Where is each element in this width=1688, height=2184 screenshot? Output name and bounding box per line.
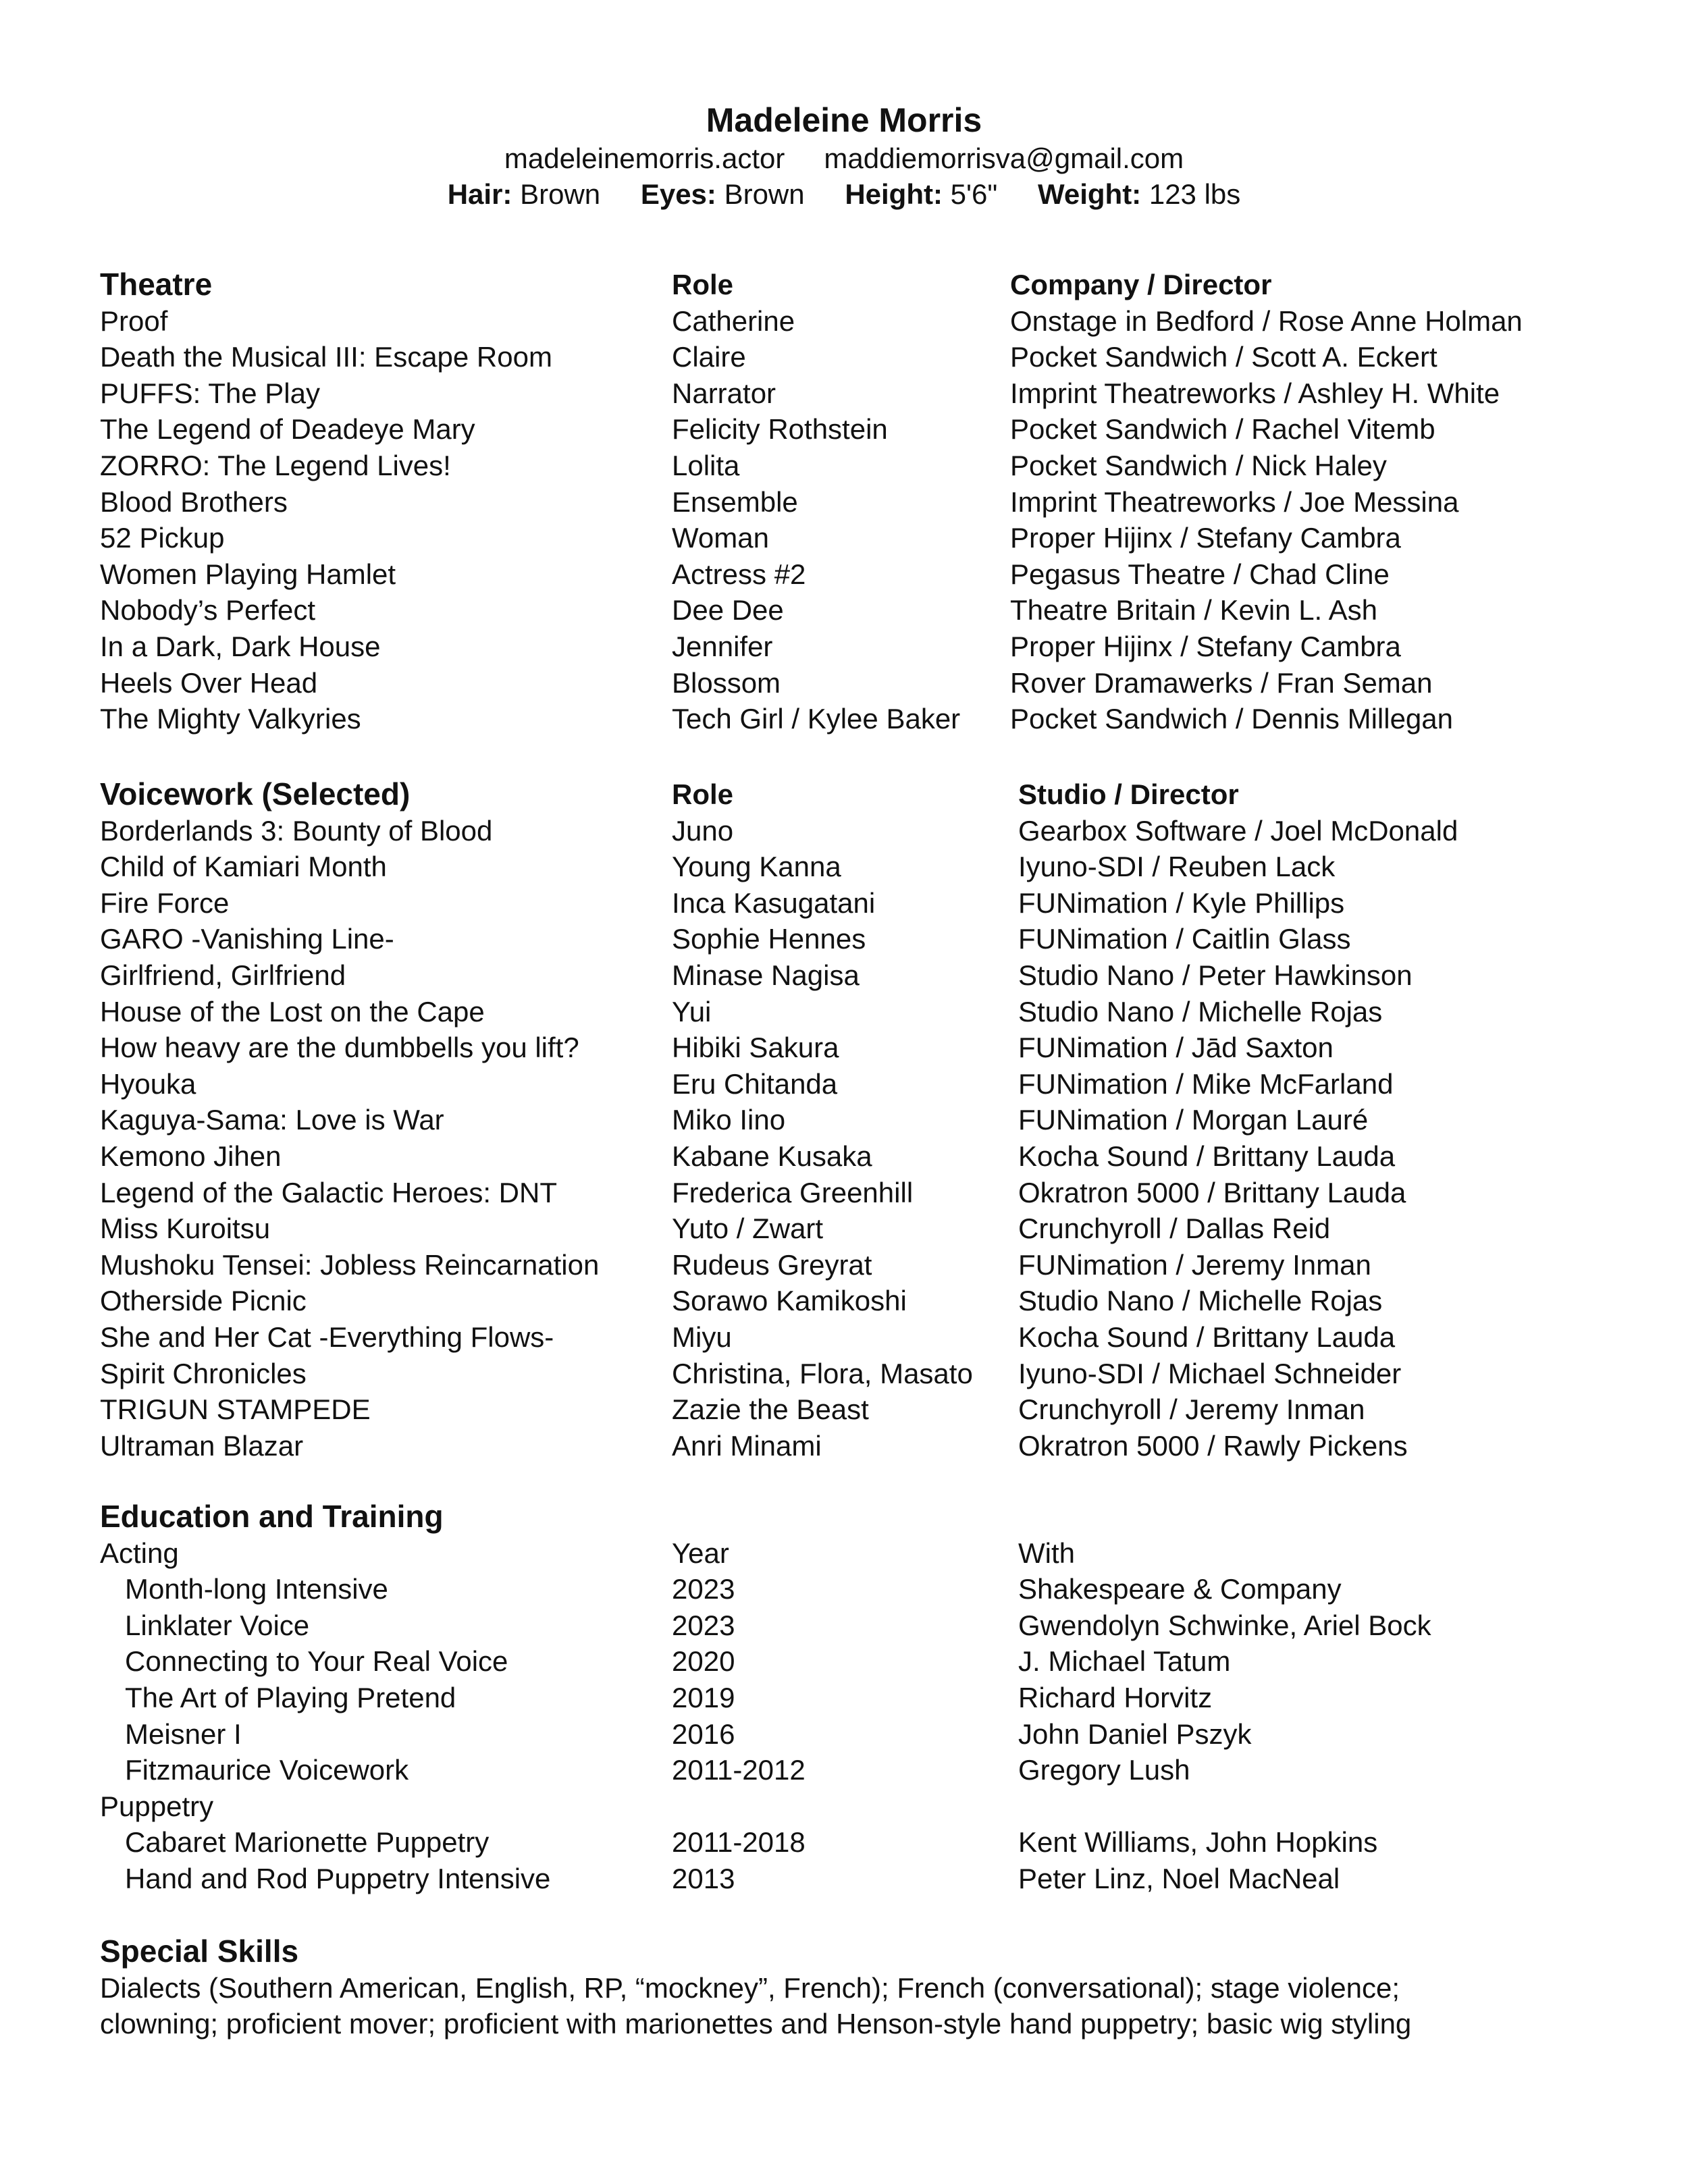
voicework-section xyxy=(0,776,1688,1464)
title-cell: Kemono Jihen xyxy=(100,1140,282,1172)
training-row xyxy=(0,1680,1688,1716)
voice-credit-row xyxy=(0,1138,1688,1175)
credit-cell: FUNimation / Mike McFarland xyxy=(1018,1067,1394,1100)
credit-cell: Pocket Sandwich / Rachel Vitemb xyxy=(1010,413,1435,446)
section-header-row xyxy=(0,267,1688,303)
column-header: Company / Director xyxy=(1010,269,1272,300)
voice-credit-row xyxy=(0,1102,1688,1138)
voice-credit-row xyxy=(0,921,1688,957)
column-header: With xyxy=(1018,1537,1075,1569)
theatre-credit-row xyxy=(0,484,1688,521)
role-cell: Catherine xyxy=(672,304,795,337)
credit-cell: Imprint Theatreworks / Joe Messina xyxy=(1010,485,1459,518)
title-cell: Otherside Picnic xyxy=(100,1285,307,1317)
stat-eyes xyxy=(641,178,805,210)
role-cell: Minase Nagisa xyxy=(672,959,860,991)
credit-cell: Gearbox Software / Joel McDonald xyxy=(1018,814,1458,847)
with-cell: Shakespeare & Company xyxy=(1018,1573,1342,1605)
with-cell: Peter Linz, Noel MacNeal xyxy=(1018,1862,1340,1894)
credit-cell: Okratron 5000 / Rawly Pickens xyxy=(1018,1429,1408,1462)
with-cell: Gwendolyn Schwinke, Ariel Bock xyxy=(1018,1609,1431,1641)
voice-credit-row xyxy=(0,813,1688,849)
course-cell: Meisner I xyxy=(125,1717,242,1750)
voice-credit-row xyxy=(0,1210,1688,1247)
theatre-credit-row xyxy=(0,339,1688,375)
role-cell: Tech Girl / Kylee Baker xyxy=(672,703,961,735)
course-cell: Cabaret Marionette Puppetry xyxy=(125,1826,490,1859)
subsection-title: Acting xyxy=(100,1537,179,1569)
section-title: Education and Training xyxy=(100,1499,444,1534)
credit-cell: FUNimation / Jeremy Inman xyxy=(1018,1248,1371,1281)
voice-credit-row xyxy=(0,849,1688,885)
subsection-header-row xyxy=(0,1788,1688,1825)
theatre-credit-row xyxy=(0,665,1688,701)
role-cell: Anri Minami xyxy=(672,1429,822,1462)
course-cell: Hand and Rod Puppetry Intensive xyxy=(125,1862,551,1894)
subsection-title: Puppetry xyxy=(100,1790,214,1822)
course-cell: Linklater Voice xyxy=(125,1609,310,1641)
stat-value: Brown xyxy=(724,178,805,210)
stat-label: Weight: xyxy=(1037,178,1142,210)
title-cell: Girlfriend, Girlfriend xyxy=(100,959,346,991)
training-list xyxy=(0,1824,1688,1896)
role-cell: Eru Chitanda xyxy=(672,1067,838,1100)
stat-hair xyxy=(448,178,600,210)
voice-credit-row xyxy=(0,1356,1688,1392)
course-cell: The Art of Playing Pretend xyxy=(125,1681,456,1713)
theatre-credit-row xyxy=(0,701,1688,737)
skills-text-line: clowning; proficient mover; proficient with marionettes and Henson-style hand puppetry; basic wig styling xyxy=(100,2008,1412,2040)
column-header: Role xyxy=(672,778,734,810)
voice-credit-row xyxy=(0,957,1688,994)
title-cell: The Mighty Valkyries xyxy=(100,703,361,735)
credit-cell: FUNimation / Jād Saxton xyxy=(1018,1032,1334,1064)
title-cell: Mushoku Tensei: Jobless Reincarnation xyxy=(100,1248,600,1281)
role-cell: Ensemble xyxy=(672,485,798,518)
title-cell: Hyouka xyxy=(100,1067,196,1100)
with-cell: Gregory Lush xyxy=(1018,1754,1190,1786)
theatre-section xyxy=(0,267,1688,737)
voice-credit-row xyxy=(0,1066,1688,1102)
with-cell: Richard Horvitz xyxy=(1018,1681,1213,1713)
credit-cell: Crunchyroll / Dallas Reid xyxy=(1018,1213,1331,1245)
title-cell: Ultraman Blazar xyxy=(100,1429,304,1462)
column-header: Role xyxy=(672,269,734,300)
theatre-credit-row xyxy=(0,303,1688,340)
course-cell: Fitzmaurice Voicework xyxy=(125,1754,409,1786)
theatre-credit-row xyxy=(0,592,1688,629)
credit-cell: Okratron 5000 / Brittany Lauda xyxy=(1018,1176,1406,1208)
year-cell: 2019 xyxy=(672,1681,735,1713)
year-cell: 2023 xyxy=(672,1609,735,1641)
website-link[interactable]: madeleinemorris.actor xyxy=(504,142,785,174)
section-title: Voicework (Selected) xyxy=(100,776,411,811)
theatre-credit-row xyxy=(0,556,1688,593)
theatre-credit-row xyxy=(0,411,1688,448)
voice-credit-row xyxy=(0,1319,1688,1356)
actor-name: Madeleine Morris xyxy=(706,101,982,139)
title-cell: Miss Kuroitsu xyxy=(100,1213,271,1245)
title-cell: Child of Kamiari Month xyxy=(100,851,387,883)
title-cell: In a Dark, Dark House xyxy=(100,630,381,662)
title-cell: Legend of the Galactic Heroes: DNT xyxy=(100,1176,558,1208)
training-row xyxy=(0,1607,1688,1644)
title-cell: GARO -Vanishing Line- xyxy=(100,923,394,955)
contact-line xyxy=(0,140,1688,176)
credit-cell: Iyuno-SDI / Reuben Lack xyxy=(1018,851,1336,883)
with-cell: Kent Williams, John Hopkins xyxy=(1018,1826,1378,1859)
title-cell: House of the Lost on the Cape xyxy=(100,995,485,1028)
theatre-credit-row xyxy=(0,629,1688,665)
section-title: Theatre xyxy=(100,267,213,302)
stat-label: Eyes: xyxy=(640,178,716,210)
email-link[interactable]: maddiemorrisva@gmail.com xyxy=(824,142,1184,174)
credit-cell: Pocket Sandwich / Scott A. Eckert xyxy=(1010,341,1438,373)
role-cell: Yui xyxy=(672,995,712,1028)
credit-cell: Proper Hijinx / Stefany Cambra xyxy=(1010,522,1401,554)
credit-cell: Theatre Britain / Kevin L. Ash xyxy=(1010,594,1377,627)
voice-credit-row xyxy=(0,1391,1688,1428)
role-cell: Rudeus Greyrat xyxy=(672,1248,872,1281)
credit-cell: Kocha Sound / Brittany Lauda xyxy=(1018,1321,1396,1353)
title-cell: Spirit Chronicles xyxy=(100,1357,307,1389)
voice-credit-row xyxy=(0,1283,1688,1319)
role-cell: Young Kanna xyxy=(672,851,841,883)
credits-list xyxy=(0,813,1688,1464)
stat-height xyxy=(845,178,997,210)
stat-label: Hair: xyxy=(447,178,512,210)
theatre-credit-row xyxy=(0,448,1688,484)
credit-cell: Pocket Sandwich / Dennis Millegan xyxy=(1010,703,1454,735)
education-section xyxy=(0,1499,1688,1897)
column-header: Studio / Director xyxy=(1018,778,1239,810)
course-cell: Connecting to Your Real Voice xyxy=(125,1645,508,1678)
role-cell: Christina, Flora, Masato xyxy=(672,1357,973,1389)
subsection-header-row xyxy=(0,1535,1688,1572)
credit-cell: Crunchyroll / Jeremy Inman xyxy=(1018,1393,1365,1426)
physical-stats xyxy=(0,176,1688,212)
title-cell: Heels Over Head xyxy=(100,666,318,699)
title-cell: 52 Pickup xyxy=(100,522,225,554)
role-cell: Zazie the Beast xyxy=(672,1393,869,1426)
with-cell: J. Michael Tatum xyxy=(1018,1645,1231,1678)
credit-cell: FUNimation / Kyle Phillips xyxy=(1018,886,1345,919)
training-row xyxy=(0,1571,1688,1607)
stat-weight xyxy=(1038,178,1240,210)
voice-credit-row xyxy=(0,994,1688,1030)
role-cell: Inca Kasugatani xyxy=(672,886,876,919)
role-cell: Dee Dee xyxy=(672,594,784,627)
year-cell: 2011-2018 xyxy=(672,1826,806,1859)
stat-value: 123 lbs xyxy=(1149,178,1241,210)
credit-cell: Studio Nano / Peter Hawkinson xyxy=(1018,959,1413,991)
credit-cell: Studio Nano / Michelle Rojas xyxy=(1018,995,1383,1028)
title-cell: Nobody’s Perfect xyxy=(100,594,316,627)
training-row xyxy=(0,1824,1688,1861)
role-cell: Juno xyxy=(672,814,734,847)
role-cell: Woman xyxy=(672,522,769,554)
credit-cell: Proper Hijinx / Stefany Cambra xyxy=(1010,630,1401,662)
credit-cell: Imprint Theatreworks / Ashley H. White xyxy=(1010,377,1500,409)
title-cell: Fire Force xyxy=(100,886,230,919)
role-cell: Miyu xyxy=(672,1321,732,1353)
role-cell: Blossom xyxy=(672,666,781,699)
voice-credit-row xyxy=(0,1247,1688,1283)
stat-value: 5'6" xyxy=(950,178,998,210)
title-cell: Proof xyxy=(100,304,168,337)
voice-credit-row xyxy=(0,1175,1688,1211)
title-cell: Women Playing Hamlet xyxy=(100,558,396,590)
with-cell: John Daniel Pszyk xyxy=(1018,1717,1252,1750)
credit-cell: Iyuno-SDI / Michael Schneider xyxy=(1018,1357,1402,1389)
credit-cell: FUNimation / Morgan Lauré xyxy=(1018,1104,1369,1136)
title-cell: How heavy are the dumbbells you lift? xyxy=(100,1032,579,1064)
role-cell: Hibiki Sakura xyxy=(672,1032,839,1064)
role-cell: Claire xyxy=(672,341,746,373)
title-cell: Death the Musical III: Escape Room xyxy=(100,341,552,373)
role-cell: Lolita xyxy=(672,449,740,481)
credit-cell: Rover Dramawerks / Fran Seman xyxy=(1010,666,1433,699)
year-cell: 2020 xyxy=(672,1645,735,1678)
training-row xyxy=(0,1716,1688,1753)
section-header-row xyxy=(0,776,1688,813)
year-cell: 2023 xyxy=(672,1573,735,1605)
title-cell: Borderlands 3: Bounty of Blood xyxy=(100,814,493,847)
role-cell: Jennifer xyxy=(672,630,773,662)
section-header-row xyxy=(0,1499,1688,1535)
role-cell: Yuto / Zwart xyxy=(672,1213,824,1245)
role-cell: Actress #2 xyxy=(672,558,806,590)
section-title: Special Skills xyxy=(100,1934,299,1969)
theatre-credit-row xyxy=(0,375,1688,412)
year-cell: 2013 xyxy=(672,1862,735,1894)
role-cell: Sorawo Kamikoshi xyxy=(672,1285,907,1317)
training-row xyxy=(0,1752,1688,1788)
role-cell: Miko Iino xyxy=(672,1104,786,1136)
credit-cell: Studio Nano / Michelle Rojas xyxy=(1018,1285,1383,1317)
skills-text-line: Dialects (Southern American, English, RP, “mockney”, French); French (conversational); stage violence; xyxy=(100,1972,1400,2004)
course-cell: Month-long Intensive xyxy=(125,1573,388,1605)
theatre-credit-row xyxy=(0,520,1688,556)
credit-cell: Onstage in Bedford / Rose Anne Holman xyxy=(1010,304,1523,337)
role-cell: Frederica Greenhill xyxy=(672,1176,914,1208)
title-cell: The Legend of Deadeye Mary xyxy=(100,413,475,446)
title-cell: Kaguya-Sama: Love is War xyxy=(100,1104,444,1136)
role-cell: Kabane Kusaka xyxy=(672,1140,872,1172)
training-row xyxy=(0,1643,1688,1680)
role-cell: Felicity Rothstein xyxy=(672,413,888,446)
voice-credit-row xyxy=(0,1030,1688,1066)
voice-credit-row xyxy=(0,1428,1688,1464)
credit-cell: Pocket Sandwich / Nick Haley xyxy=(1010,449,1387,481)
special-skills-section xyxy=(100,1932,1619,2042)
role-cell: Narrator xyxy=(672,377,776,409)
credit-cell: FUNimation / Caitlin Glass xyxy=(1018,923,1351,955)
title-cell: TRIGUN STAMPEDE xyxy=(100,1393,371,1426)
column-header: Year xyxy=(672,1537,729,1569)
title-cell: ZORRO: The Legend Lives! xyxy=(100,449,451,481)
stat-label: Height: xyxy=(845,178,943,210)
credit-cell: Pegasus Theatre / Chad Cline xyxy=(1010,558,1390,590)
voice-credit-row xyxy=(0,885,1688,922)
credit-cell: Kocha Sound / Brittany Lauda xyxy=(1018,1140,1396,1172)
credits-list xyxy=(0,303,1688,737)
title-cell: Blood Brothers xyxy=(100,485,288,518)
year-cell: 2011-2012 xyxy=(672,1754,806,1786)
resume-header xyxy=(0,100,1688,212)
title-cell: She and Her Cat -Everything Flows- xyxy=(100,1321,554,1353)
training-list xyxy=(0,1571,1688,1788)
year-cell: 2016 xyxy=(672,1717,735,1750)
stat-value: Brown xyxy=(520,178,601,210)
training-row xyxy=(0,1861,1688,1897)
role-cell: Sophie Hennes xyxy=(672,923,866,955)
title-cell: PUFFS: The Play xyxy=(100,377,320,409)
